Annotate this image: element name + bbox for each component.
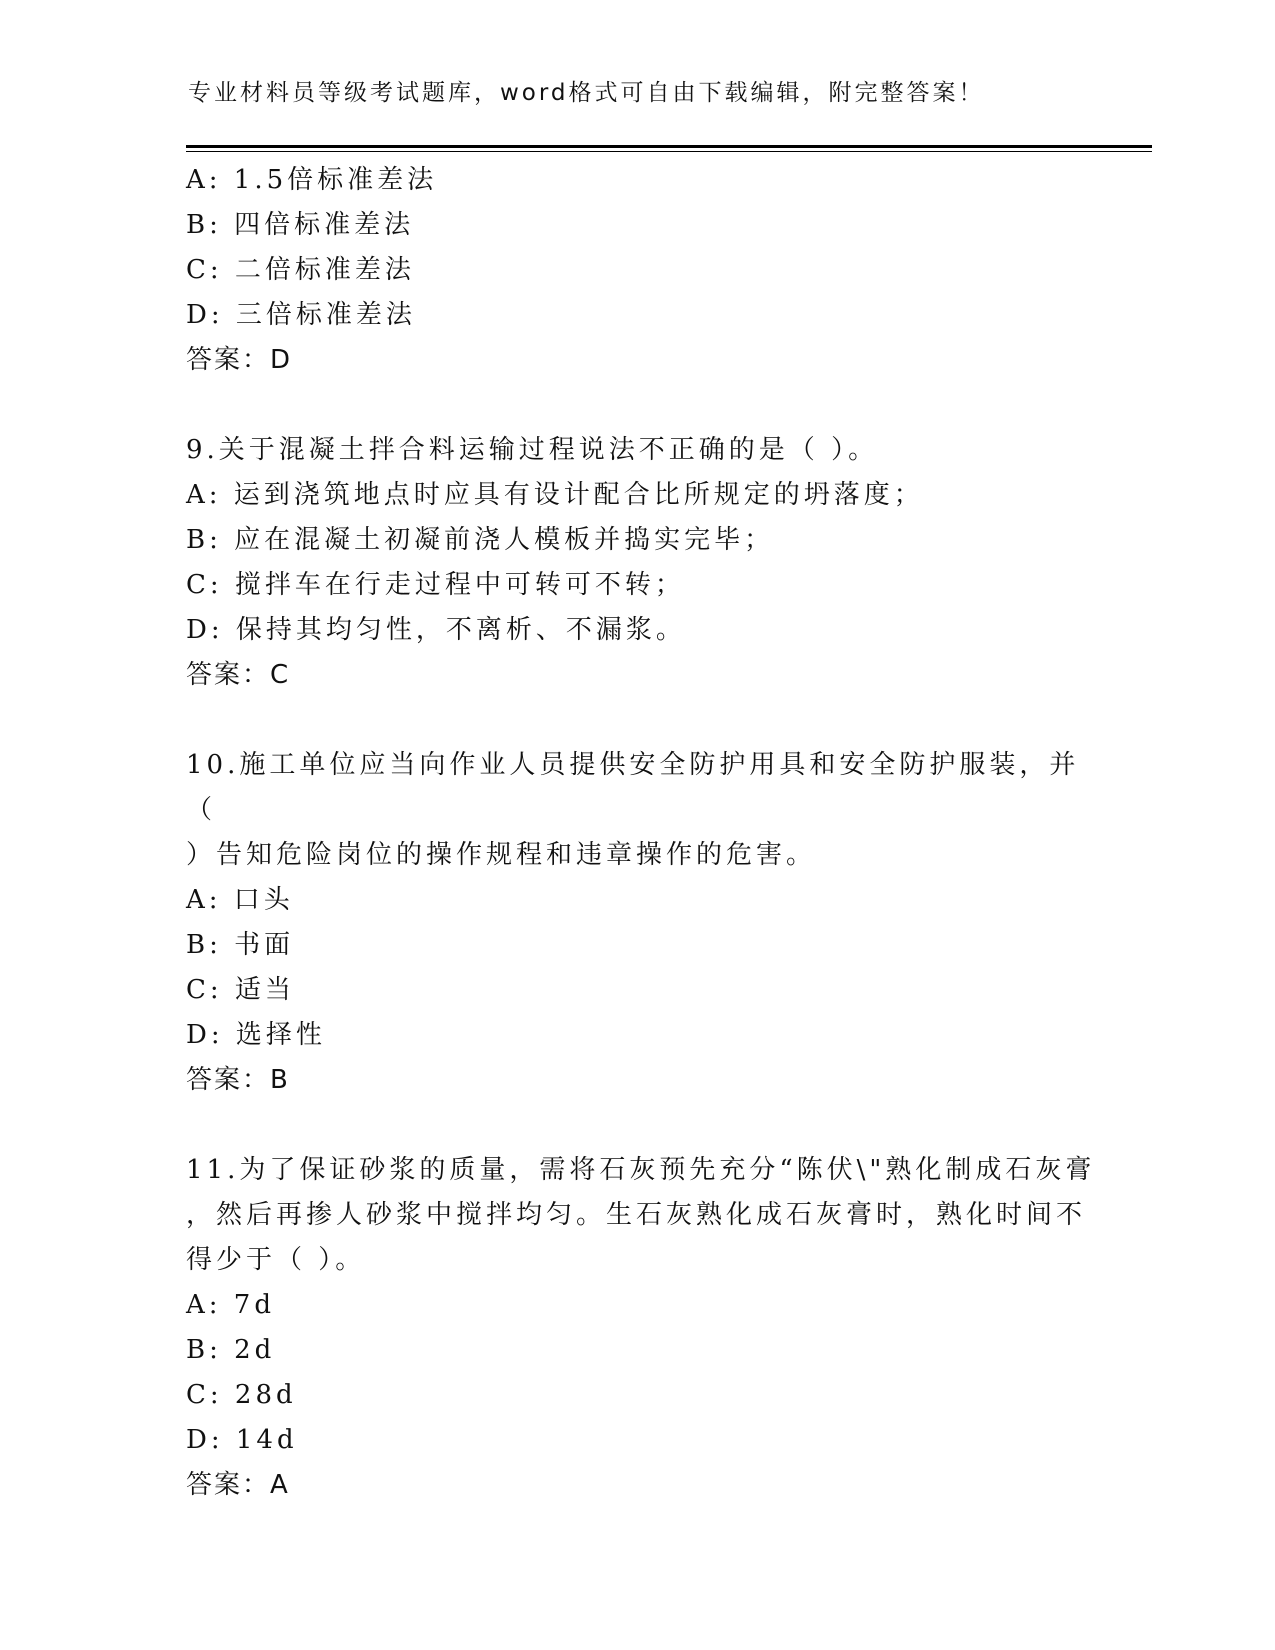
option-b: B: 四倍标准差法 (186, 210, 415, 240)
option-d: D: 14d (186, 1425, 298, 1455)
option-a: A: 口头 (186, 885, 294, 915)
question-list (186, 158, 1096, 1508)
page-header: 专业材料员等级考试题库，word格式可自由下载编辑，附完整答案！ (188, 80, 985, 106)
question-text: 10.施工单位应当向作业人员提供安全防护用具和安全防护服装，并（ ）告知危险岗位的操作规程和违章操作的危害。 (186, 750, 1080, 870)
answer: 答案：B (186, 1065, 290, 1095)
option-c: C: 二倍标准差法 (186, 255, 415, 285)
option-a: A: 运到浇筑地点时应具有设计配合比所规定的坍落度； (186, 480, 924, 510)
option-a: A: 1.5倍标准差法 (186, 165, 438, 195)
question-block-11 (186, 1148, 1096, 1508)
answer: 答案：D (186, 345, 293, 375)
answer: 答案：C (186, 660, 291, 690)
question-text: 11.为了保证砂浆的质量，需将石灰预先充分“陈伏\"熟化制成石灰膏 ，然后再掺人砂浆中搅拌均匀。生石灰熟化成石灰膏时，熟化时间不 得少于（ ）。 (186, 1155, 1096, 1275)
question-block-8 (186, 158, 1096, 383)
header-rule-thick (186, 145, 1152, 148)
option-b: B: 应在混凝土初凝前浇人模板并捣实完毕； (186, 525, 775, 555)
option-d: D: 保持其均匀性，不离析、不漏浆。 (186, 615, 686, 645)
header-rule-thin (186, 151, 1152, 152)
answer: 答案：A (186, 1470, 290, 1500)
question-block-9 (186, 428, 1096, 698)
option-b: B: 书面 (186, 930, 295, 960)
question-text: 9.关于混凝土拌合料运输过程说法不正确的是（ ）。 (186, 435, 879, 465)
option-d: D: 三倍标准差法 (186, 300, 416, 330)
option-c: C: 搅拌车在行走过程中可转可不转； (186, 570, 685, 600)
option-b: B: 2d (186, 1335, 276, 1365)
option-d: D: 选择性 (186, 1020, 326, 1050)
option-c: C: 28d (186, 1380, 297, 1410)
question-block-10 (186, 743, 1096, 1103)
option-c: C: 适当 (186, 975, 295, 1005)
option-a: A: 7d (186, 1290, 275, 1320)
